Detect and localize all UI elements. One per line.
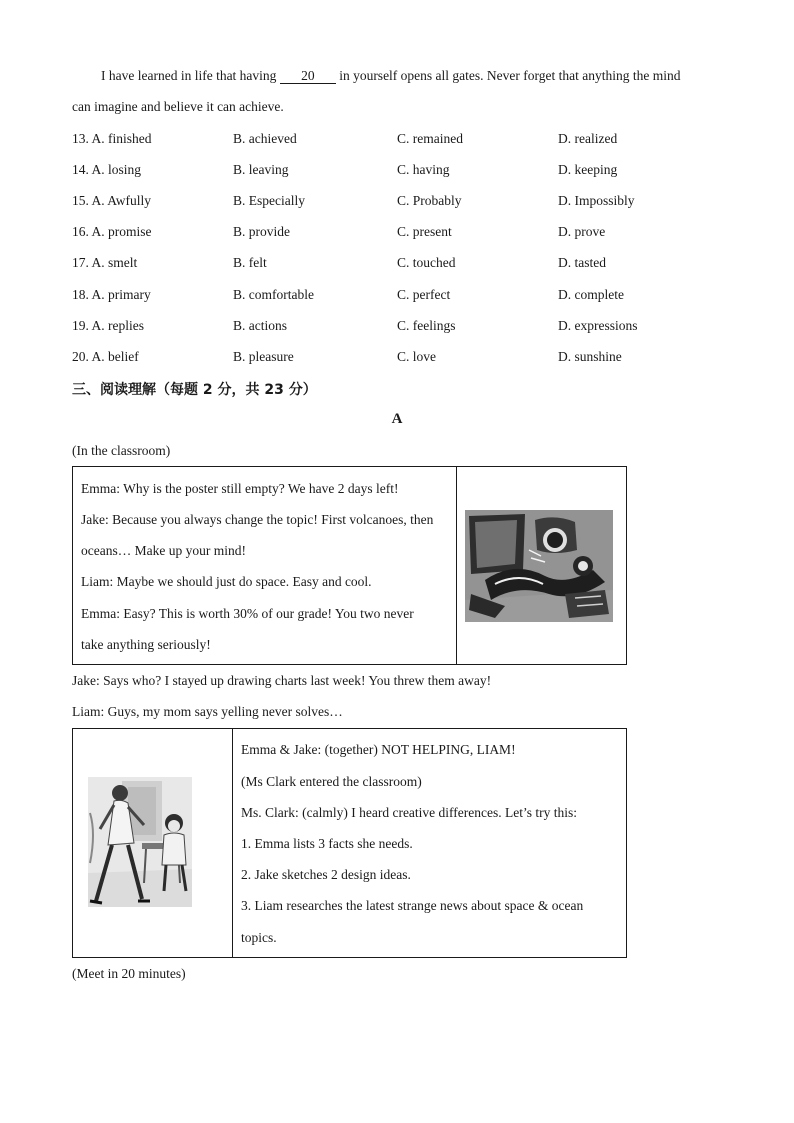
question-row: [72, 224, 732, 244]
option-a: 19. A. replies: [72, 318, 144, 333]
option-a: 13. A. finished: [72, 131, 152, 146]
option-a: 17. A. smelt: [72, 255, 138, 270]
dialogue-line: Liam: Maybe we should just do space. Easy and cool.: [81, 574, 372, 589]
dialogue-box-2: [72, 728, 627, 958]
dialogue-line: 1. Emma lists 3 facts she needs.: [241, 836, 413, 851]
option-c: C. Probably: [397, 193, 462, 208]
option-c: C. love: [397, 349, 436, 364]
question-row: [72, 162, 732, 182]
passage-label: A: [391, 411, 403, 427]
option-a: 15. A. Awfully: [72, 193, 152, 208]
dialogue-line: Emma: Easy? This is worth 30% of our grade! You two never: [81, 606, 414, 621]
dialogue-line: oceans… Make up your mind!: [81, 543, 246, 558]
passage-text: I have learned in life that having: [101, 68, 280, 83]
option-d: D. expressions: [558, 318, 638, 333]
option-d: D. keeping: [558, 162, 618, 177]
option-d: D. tasted: [558, 255, 606, 270]
dialogue-line: Jake: Because you always change the topic! First volcanoes, then: [81, 512, 434, 527]
question-row: [72, 349, 732, 369]
dialogue-line: Emma & Jake: (together) NOT HELPING, LIAM!: [241, 742, 516, 757]
dialogue-line: take anything seriously!: [81, 637, 211, 652]
question-row: [72, 318, 732, 338]
option-c: C. perfect: [397, 287, 451, 302]
dialogue-line: 3. Liam researches the latest strange news about space & ocean: [241, 898, 584, 913]
question-row: [72, 193, 732, 213]
option-a: 18. A. primary: [72, 287, 151, 302]
option-b: B. comfortable: [233, 287, 314, 302]
option-b: B. felt: [233, 255, 267, 270]
section-heading: 三、阅读理解（每题 2 分，共 23 分）: [72, 382, 317, 398]
option-c: C. feelings: [397, 318, 456, 333]
box-divider: [232, 729, 233, 957]
passage-text: in yourself opens all gates. Never forget that anything the mind: [335, 68, 681, 83]
students-arguing-illustration: [465, 510, 613, 622]
question-row: [72, 287, 732, 307]
option-b: B. achieved: [233, 131, 297, 146]
option-b: B. leaving: [233, 162, 289, 177]
dialogue-line: Ms. Clark: (calmly) I heard creative differences. Let’s try this:: [241, 805, 578, 820]
dialogue-line: 2. Jake sketches 2 design ideas.: [241, 867, 411, 882]
scene-direction: (Meet in 20 minutes): [72, 966, 186, 981]
option-d: D. prove: [558, 224, 606, 239]
option-b: B. Especially: [233, 193, 305, 208]
option-b: B. provide: [233, 224, 290, 239]
dialogue-line: Jake: Says who? I stayed up drawing charts last week! You threw them away!: [72, 673, 492, 688]
option-a: 20. A. belief: [72, 349, 139, 364]
dialogue-line: topics.: [241, 930, 277, 945]
teacher-entering-illustration: [82, 773, 196, 913]
dialogue-text: [241, 729, 621, 959]
question-row: [72, 255, 732, 275]
option-b: B. actions: [233, 318, 287, 333]
option-c: C. present: [397, 224, 452, 239]
option-d: D. complete: [558, 287, 624, 302]
option-d: D. sunshine: [558, 349, 622, 364]
option-a: 16. A. promise: [72, 224, 152, 239]
question-row: [72, 131, 732, 151]
option-a: 14. A. losing: [72, 162, 142, 177]
option-b: B. pleasure: [233, 349, 294, 364]
option-d: D. Impossibly: [558, 193, 635, 208]
scene-direction: (In the classroom): [72, 443, 171, 458]
box-divider: [456, 467, 457, 664]
option-c: C. touched: [397, 255, 456, 270]
dialogue-line: Liam: Guys, my mom says yelling never solves…: [72, 704, 343, 719]
dialogue-line: Emma: Why is the poster still empty? We have 2 days left!: [81, 481, 399, 496]
answer-blank: 20: [280, 68, 336, 84]
dialogue-box-1: [72, 466, 627, 665]
passage-line-1: [101, 68, 680, 84]
dialogue-line: (Ms Clark entered the classroom): [241, 774, 422, 789]
passage-line-2: can imagine and believe it can achieve.: [72, 99, 284, 114]
dialogue-text: [81, 467, 451, 666]
option-c: C. having: [397, 162, 450, 177]
option-c: C. remained: [397, 131, 463, 146]
option-d: D. realized: [558, 131, 618, 146]
